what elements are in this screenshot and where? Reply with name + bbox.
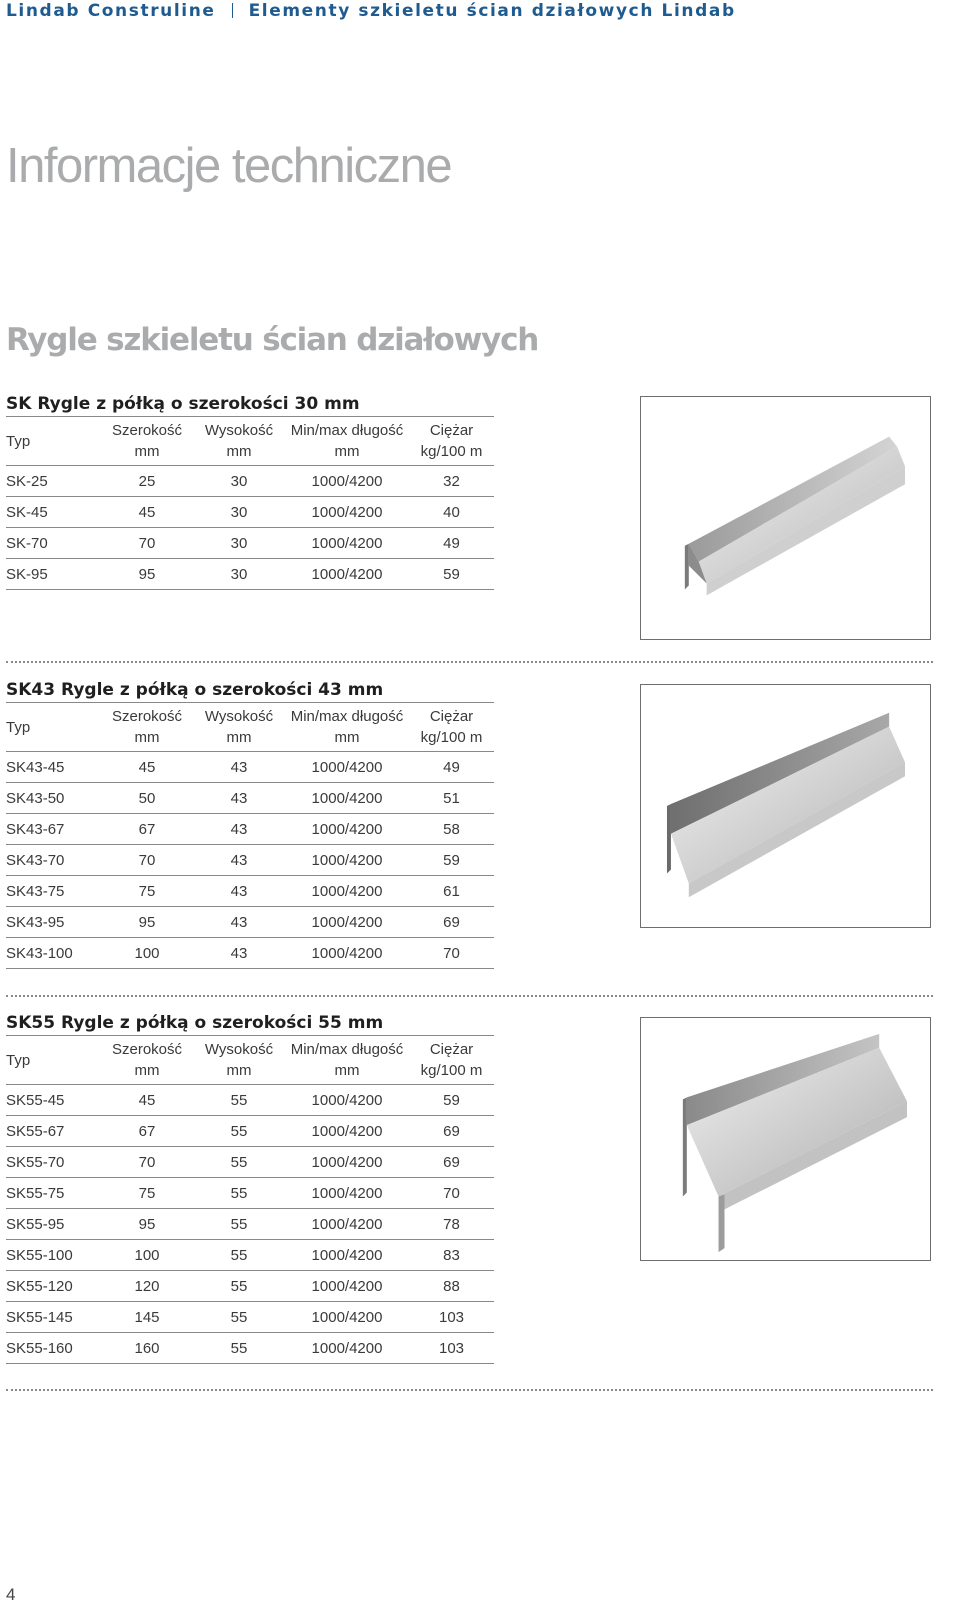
table-row (6, 752, 494, 783)
col-typ: Typ (6, 1036, 101, 1085)
cell-height: 55 (193, 1178, 285, 1209)
cell-weight: 49 (409, 528, 494, 559)
page-number: 4 (6, 1585, 16, 1604)
cell-weight: 51 (409, 783, 494, 814)
cell-width: 95 (101, 559, 193, 590)
cell-length: 1000/4200 (285, 1302, 409, 1333)
cell-typ: SK55-100 (6, 1240, 101, 1271)
col-length: Min/max długość mm (285, 1036, 409, 1085)
cell-length: 1000/4200 (285, 814, 409, 845)
cell-length: 1000/4200 (285, 1240, 409, 1271)
cell-height: 43 (193, 752, 285, 783)
cell-typ: SK-25 (6, 466, 101, 497)
cell-width: 45 (101, 497, 193, 528)
cell-height: 55 (193, 1209, 285, 1240)
table-row (6, 1271, 494, 1302)
cell-length: 1000/4200 (285, 938, 409, 969)
table-row (6, 907, 494, 938)
page-title: Informacje techniczne (6, 139, 452, 193)
spec-table (6, 416, 494, 590)
cell-weight: 61 (409, 876, 494, 907)
group-title: SK Rygle z półką o szerokości 30 mm (6, 394, 360, 414)
table-header-row (6, 1036, 494, 1085)
cell-width: 100 (101, 938, 193, 969)
cell-width: 100 (101, 1240, 193, 1271)
col-height: Wysokość mm (193, 1036, 285, 1085)
cell-typ: SK55-145 (6, 1302, 101, 1333)
cell-width: 145 (101, 1302, 193, 1333)
col-width: Szerokość mm (101, 703, 193, 752)
cell-typ: SK-95 (6, 559, 101, 590)
steel-u-profile-55-icon (640, 1017, 931, 1261)
cell-height: 43 (193, 783, 285, 814)
cell-length: 1000/4200 (285, 1209, 409, 1240)
table-row (6, 1209, 494, 1240)
col-width: Szerokość mm (101, 1036, 193, 1085)
header-subtitle: Elementy szkieletu ścian działowych Lindab (248, 1, 736, 21)
cell-height: 43 (193, 845, 285, 876)
cell-length: 1000/4200 (285, 1085, 409, 1116)
cell-weight: 69 (409, 1116, 494, 1147)
cell-length: 1000/4200 (285, 1178, 409, 1209)
page-header (6, 0, 736, 22)
cell-weight: 40 (409, 497, 494, 528)
cell-height: 43 (193, 876, 285, 907)
cell-height: 55 (193, 1147, 285, 1178)
cell-length: 1000/4200 (285, 876, 409, 907)
cell-length: 1000/4200 (285, 528, 409, 559)
table-row (6, 1333, 494, 1364)
cell-width: 45 (101, 1085, 193, 1116)
table-row (6, 1178, 494, 1209)
cell-typ: SK-70 (6, 528, 101, 559)
table-row (6, 1147, 494, 1178)
col-typ: Typ (6, 703, 101, 752)
cell-weight: 103 (409, 1333, 494, 1364)
cell-length: 1000/4200 (285, 1116, 409, 1147)
cell-width: 95 (101, 1209, 193, 1240)
cell-width: 70 (101, 845, 193, 876)
dotted-divider (6, 995, 933, 997)
cell-height: 43 (193, 938, 285, 969)
table-row (6, 497, 494, 528)
col-length: Min/max długość mm (285, 417, 409, 466)
cell-typ: SK55-67 (6, 1116, 101, 1147)
cell-typ: SK43-95 (6, 907, 101, 938)
col-height: Wysokość mm (193, 417, 285, 466)
table-row (6, 1302, 494, 1333)
cell-length: 1000/4200 (285, 497, 409, 528)
cell-typ: SK43-50 (6, 783, 101, 814)
group-title: SK55 Rygle z półką o szerokości 55 mm (6, 1013, 384, 1033)
col-weight: Ciężar kg/100 m (409, 703, 494, 752)
cell-height: 55 (193, 1085, 285, 1116)
cell-weight: 70 (409, 1178, 494, 1209)
cell-width: 25 (101, 466, 193, 497)
cell-typ: SK55-95 (6, 1209, 101, 1240)
cell-typ: SK55-160 (6, 1333, 101, 1364)
col-width: Szerokość mm (101, 417, 193, 466)
cell-width: 75 (101, 876, 193, 907)
cell-weight: 103 (409, 1302, 494, 1333)
cell-weight: 78 (409, 1209, 494, 1240)
cell-height: 30 (193, 466, 285, 497)
header-separator (232, 3, 233, 18)
cell-length: 1000/4200 (285, 1147, 409, 1178)
cell-height: 55 (193, 1116, 285, 1147)
spec-table (6, 1035, 494, 1364)
cell-weight: 32 (409, 466, 494, 497)
cell-weight: 59 (409, 845, 494, 876)
cell-width: 120 (101, 1271, 193, 1302)
cell-length: 1000/4200 (285, 783, 409, 814)
table-row (6, 938, 494, 969)
cell-length: 1000/4200 (285, 466, 409, 497)
cell-width: 50 (101, 783, 193, 814)
cell-height: 55 (193, 1240, 285, 1271)
table-row (6, 1116, 494, 1147)
col-weight: Ciężar kg/100 m (409, 1036, 494, 1085)
dotted-divider (6, 1389, 933, 1391)
cell-typ: SK55-120 (6, 1271, 101, 1302)
cell-width: 95 (101, 907, 193, 938)
table-row (6, 814, 494, 845)
cell-typ: SK43-75 (6, 876, 101, 907)
table-row (6, 783, 494, 814)
steel-u-profile-43-icon (640, 684, 931, 928)
table-row (6, 528, 494, 559)
cell-weight: 69 (409, 1147, 494, 1178)
dotted-divider (6, 661, 933, 663)
cell-weight: 59 (409, 559, 494, 590)
cell-weight: 70 (409, 938, 494, 969)
cell-length: 1000/4200 (285, 907, 409, 938)
header-brand: Lindab Construline (6, 1, 216, 21)
table-header-row (6, 417, 494, 466)
cell-height: 30 (193, 497, 285, 528)
cell-width: 75 (101, 1178, 193, 1209)
cell-width: 45 (101, 752, 193, 783)
section-title: Rygle szkieletu ścian działowych (6, 322, 539, 358)
cell-typ: SK55-45 (6, 1085, 101, 1116)
cell-height: 30 (193, 528, 285, 559)
table-row (6, 466, 494, 497)
table-row (6, 559, 494, 590)
cell-typ: SK55-70 (6, 1147, 101, 1178)
cell-height: 55 (193, 1271, 285, 1302)
cell-weight: 59 (409, 1085, 494, 1116)
table-row (6, 845, 494, 876)
cell-width: 70 (101, 528, 193, 559)
cell-width: 70 (101, 1147, 193, 1178)
cell-height: 43 (193, 907, 285, 938)
col-length: Min/max długość mm (285, 703, 409, 752)
table-row (6, 876, 494, 907)
spec-table (6, 702, 494, 969)
cell-typ: SK-45 (6, 497, 101, 528)
group-title: SK43 Rygle z półką o szerokości 43 mm (6, 680, 384, 700)
cell-weight: 88 (409, 1271, 494, 1302)
cell-weight: 49 (409, 752, 494, 783)
table-row (6, 1240, 494, 1271)
cell-width: 67 (101, 814, 193, 845)
cell-weight: 58 (409, 814, 494, 845)
cell-weight: 83 (409, 1240, 494, 1271)
cell-height: 55 (193, 1302, 285, 1333)
cell-typ: SK43-67 (6, 814, 101, 845)
cell-length: 1000/4200 (285, 1271, 409, 1302)
col-height: Wysokość mm (193, 703, 285, 752)
cell-length: 1000/4200 (285, 752, 409, 783)
cell-typ: SK55-75 (6, 1178, 101, 1209)
table-row (6, 1085, 494, 1116)
cell-height: 30 (193, 559, 285, 590)
cell-width: 67 (101, 1116, 193, 1147)
cell-length: 1000/4200 (285, 1333, 409, 1364)
cell-height: 43 (193, 814, 285, 845)
cell-typ: SK43-100 (6, 938, 101, 969)
cell-length: 1000/4200 (285, 845, 409, 876)
cell-height: 55 (193, 1333, 285, 1364)
col-weight: Ciężar kg/100 m (409, 417, 494, 466)
cell-typ: SK43-70 (6, 845, 101, 876)
cell-width: 160 (101, 1333, 193, 1364)
cell-typ: SK43-45 (6, 752, 101, 783)
cell-length: 1000/4200 (285, 559, 409, 590)
col-typ: Typ (6, 417, 101, 466)
table-header-row (6, 703, 494, 752)
cell-weight: 69 (409, 907, 494, 938)
steel-u-profile-30-icon (640, 396, 931, 640)
